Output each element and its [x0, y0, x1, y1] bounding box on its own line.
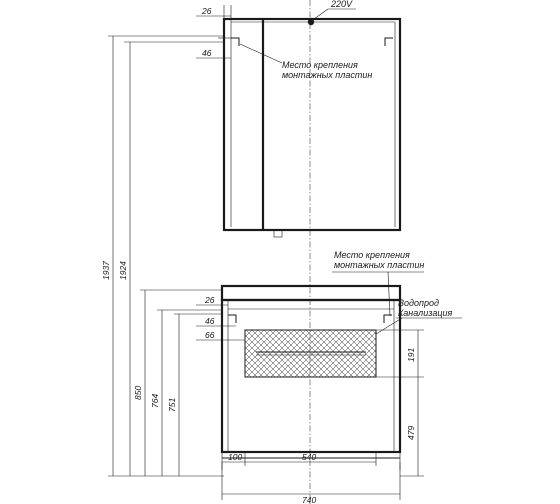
dim-1924: 1924	[118, 261, 128, 280]
total-height-dims	[101, 36, 224, 476]
upper-mount-label-2: монтажных пластин	[282, 70, 373, 80]
lower-dim-26: 26	[205, 295, 215, 305]
voltage-leader	[314, 9, 328, 19]
upper-cabinet-outline	[224, 19, 400, 230]
dim-540: 540	[302, 452, 317, 462]
upper-mount-mark-right	[385, 38, 393, 46]
lower-mount-leader	[388, 272, 390, 316]
dim-850: 850	[133, 385, 143, 400]
lower-mount-mark-left	[228, 315, 236, 323]
dim-100: 100	[228, 452, 243, 462]
lower-mount-label-2: монтажных пластин	[334, 260, 425, 270]
upper-mount-leader	[240, 44, 282, 63]
lower-mount-mark-right	[384, 315, 392, 323]
water-label: Водопрод	[398, 298, 439, 308]
dim-751: 751	[167, 397, 177, 412]
dim-740: 740	[302, 495, 317, 504]
water-leader	[376, 318, 402, 334]
dim-479: 479	[406, 425, 416, 440]
dim-1937: 1937	[101, 261, 111, 280]
lower-mount-label-1: Место крепления	[334, 250, 410, 260]
pipe-zone	[245, 330, 376, 377]
upper-cabinet	[196, 0, 400, 237]
lower-dim-66: 66	[205, 330, 215, 340]
dim-191: 191	[406, 347, 416, 362]
lower-countertop	[222, 286, 400, 300]
lower-cabinet	[133, 250, 462, 504]
upper-mount-label-1: Место крепления	[282, 60, 358, 70]
power-socket-icon	[308, 19, 314, 25]
voltage-label: 220V	[331, 0, 353, 9]
dim-764: 764	[150, 393, 160, 408]
upper-dim-46: 46	[202, 48, 212, 58]
sewer-label: Канализация	[398, 308, 453, 318]
lower-dim-46: 46	[205, 316, 215, 326]
upper-mount-mark-left	[231, 38, 239, 46]
upper-dim-26: 26	[202, 6, 212, 16]
